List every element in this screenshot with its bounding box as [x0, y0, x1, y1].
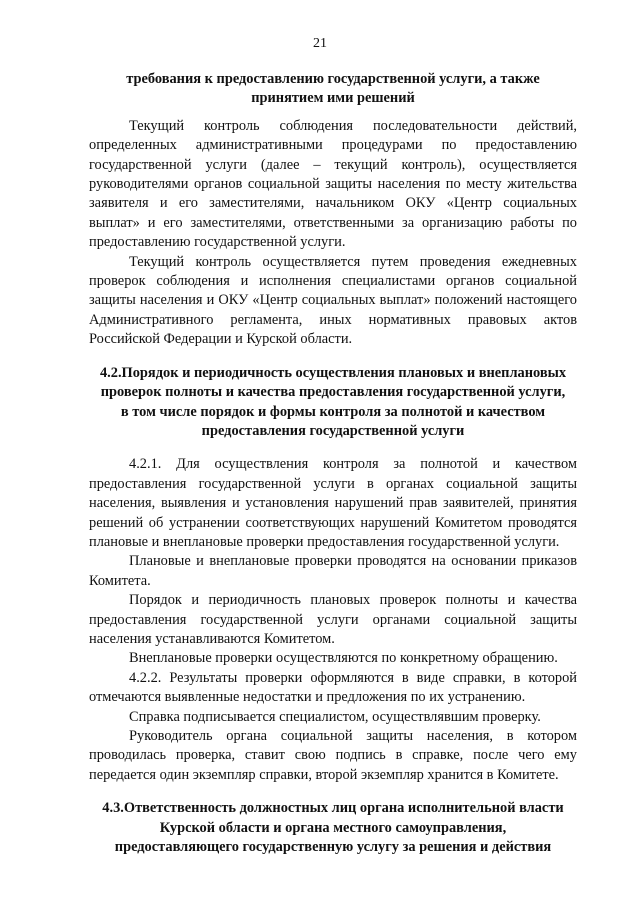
section-4-2-paragraph: 4.2.2. Результаты проверки оформляются в виде справки, в которой отмечаются выявленные недостатки и предложения по их устранению.: [89, 669, 577, 706]
section-4-2-paragraph: Руководитель органа социальной защиты населения, в котором проводилась проверка, ставит свою подпись в справке, после чего ему передается один экземпляр справки, второй экземпляр хранится в Комитете.: [89, 728, 577, 783]
section-4-2-paragraph: 4.2.1. Для осуществления контроля за полнотой и качеством предоставления государственной услуги в органах социальной защиты населения, выявления и установления нарушений прав заявителей, принятия решений об устранении соответствующих нарушений Комитетом проводятся плановые и внеплановые проверки предоставления государственной услуги.: [89, 456, 577, 550]
section-4-2-paragraph: Внеплановые проверки осуществляются по конкретному обращению.: [129, 650, 558, 667]
page-content: [89, 70, 577, 857]
intro-paragraph: Текущий контроль соблюдения последовательности действий, определенных административными процедурами по предоставлению государственной услуги (далее – текущий контроль), осуществляется руководителями органов социальной защиты населения по месту жительства заявителя и его заместителями, начальником ОКУ «Центр социальных выплат» и его заместителями, ответственными за организацию работы по предоставлению государственной услуги.: [89, 117, 577, 251]
section-4-3-heading: 4.3.Ответственность должностных лиц органа исполнительной власти Курской области и органа местного самоуправления, предоставляющего государственную услугу за решения и действия: [102, 800, 564, 856]
intro-heading: требования к предоставлению государственной услуги, а также принятием ими решений: [126, 71, 540, 107]
section-4-2-paragraph: Плановые и внеплановые проверки проводятся на основании приказов Комитета.: [89, 553, 577, 589]
section-4-2-paragraph: Справка подписывается специалистом, осуществлявшим проверку.: [129, 708, 541, 725]
section-4-2-paragraph: Порядок и периодичность плановых проверок полноты и качества предоставления государственной услуги органами социальной защиты населения устанавливаются Комитетом.: [89, 592, 577, 647]
page-number: 21: [313, 36, 327, 51]
section-4-2-heading: 4.2.Порядок и периодичность осуществления плановых и внеплановых проверок полноты и качества предоставления государственной услуги, в том числе порядок и формы контроля за полнотой и качеством предоставления государственной услуги: [99, 364, 567, 439]
intro-paragraph: Текущий контроль осуществляется путем проведения ежедневных проверок соблюдения и исполнения специалистами органов социальной защиты населения и ОКУ «Центр социальных выплат» положений настоящего Административного регламента, иных нормативных правовых актов Российской Федерации и Курской области.: [89, 253, 577, 348]
